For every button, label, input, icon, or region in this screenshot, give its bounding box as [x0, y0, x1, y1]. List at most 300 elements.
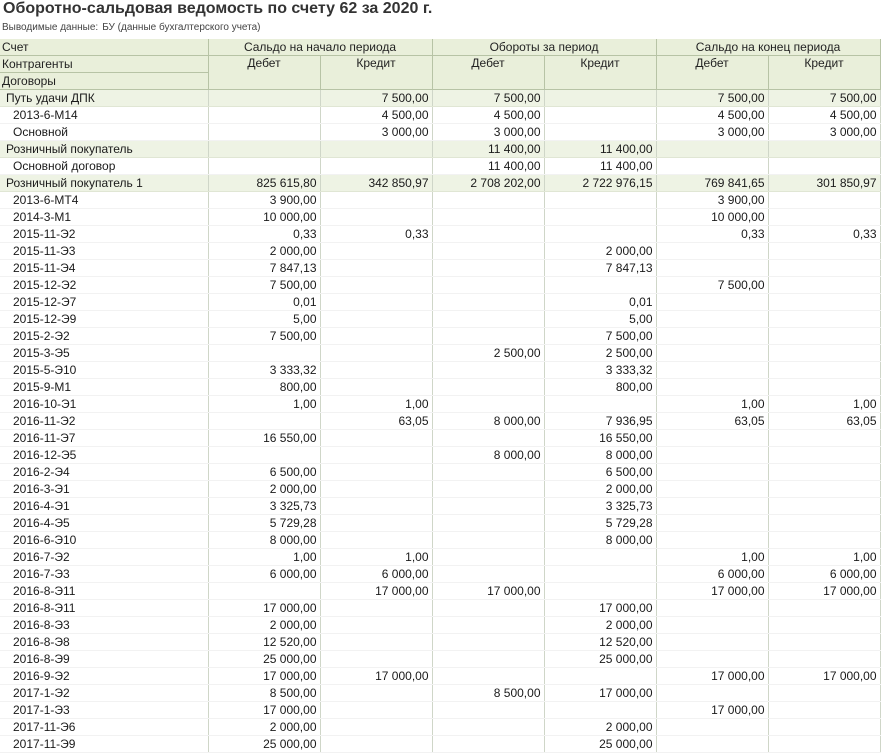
contract-name: 2013-6-МТ4: [0, 192, 208, 209]
cell-turnover-debit: 17 000,00: [432, 583, 544, 600]
contract-name: 2016-7-Э2: [0, 549, 208, 566]
contract-name: 2017-11-Э6: [0, 719, 208, 736]
cell-closing-credit: [768, 515, 880, 532]
cell-turnover-debit: [432, 549, 544, 566]
cell-closing-debit: [656, 260, 768, 277]
cell-opening-debit: [208, 107, 320, 124]
header-row-1: [0, 39, 880, 56]
cell-opening-debit: 3 333,32: [208, 362, 320, 379]
cell-turnover-credit: 12 520,00: [544, 634, 656, 651]
cell-closing-debit: [656, 362, 768, 379]
cell-turnover-credit: [544, 226, 656, 243]
cell-opening-debit: 800,00: [208, 379, 320, 396]
cell-closing-debit: [656, 158, 768, 175]
cell-opening-credit: [320, 277, 432, 294]
cell-opening-debit: [208, 345, 320, 362]
cell-turnover-debit: [432, 481, 544, 498]
cell-turnover-debit: [432, 430, 544, 447]
cell-turnover-debit: [432, 396, 544, 413]
contract-name: 2016-8-Э8: [0, 634, 208, 651]
counterparty-name: Розничный покупатель: [0, 141, 208, 158]
cell-turnover-debit: [432, 192, 544, 209]
cell-closing-debit: [656, 379, 768, 396]
contract-name: 2016-8-Э9: [0, 651, 208, 668]
cell-turnover-debit: [432, 260, 544, 277]
contract-name: 2016-4-Э1: [0, 498, 208, 515]
cell-turnover-debit: 11 400,00: [432, 158, 544, 175]
contract-name: 2016-11-Э2: [0, 413, 208, 430]
counterparty-row[interactable]: [0, 141, 880, 158]
cell-closing-credit: [768, 294, 880, 311]
cell-turnover-debit: [432, 277, 544, 294]
contract-row[interactable]: [0, 447, 880, 464]
cell-turnover-debit: [432, 600, 544, 617]
contract-name: 2016-10-Э1: [0, 396, 208, 413]
cell-opening-debit: 16 550,00: [208, 430, 320, 447]
cell-closing-credit: [768, 702, 880, 719]
cell-opening-debit: 10 000,00: [208, 209, 320, 226]
cell-opening-debit: 0,01: [208, 294, 320, 311]
table-body: [0, 90, 880, 753]
contract-name: 2017-1-Э3: [0, 702, 208, 719]
cell-opening-debit: 7 847,13: [208, 260, 320, 277]
cell-opening-credit: [320, 685, 432, 702]
cell-opening-credit: [320, 515, 432, 532]
cell-turnover-debit: 8 000,00: [432, 413, 544, 430]
cell-opening-credit: [320, 481, 432, 498]
contract-row[interactable]: [0, 226, 880, 243]
cell-opening-credit: [320, 243, 432, 260]
cell-closing-credit: [768, 634, 880, 651]
cell-closing-credit: [768, 379, 880, 396]
contract-name: 2017-1-Э2: [0, 685, 208, 702]
cell-closing-debit: 17 000,00: [656, 668, 768, 685]
cell-opening-debit: 8 000,00: [208, 532, 320, 549]
contract-name: 2015-11-Э2: [0, 226, 208, 243]
cell-closing-credit: 301 850,97: [768, 175, 880, 192]
cell-turnover-credit: 5,00: [544, 311, 656, 328]
contract-name: 2015-12-Э7: [0, 294, 208, 311]
cell-turnover-debit: [432, 209, 544, 226]
contract-row[interactable]: [0, 583, 880, 600]
cell-opening-credit: [320, 294, 432, 311]
cell-turnover-credit: [544, 583, 656, 600]
cell-opening-debit: [208, 90, 320, 107]
cell-closing-credit: [768, 481, 880, 498]
contract-name: 2017-11-Э9: [0, 736, 208, 753]
contract-row[interactable]: [0, 651, 880, 668]
header-turnover-credit[interactable]: Кредит: [544, 56, 656, 90]
cell-turnover-credit: [544, 668, 656, 685]
cell-turnover-debit: [432, 702, 544, 719]
cell-turnover-credit: [544, 566, 656, 583]
cell-closing-credit: [768, 192, 880, 209]
cell-opening-debit: 1,00: [208, 549, 320, 566]
output-data-value: БУ (данные бухгалтерского учета): [102, 22, 261, 33]
cell-closing-credit: 6 000,00: [768, 566, 880, 583]
contract-row[interactable]: [0, 430, 880, 447]
cell-closing-debit: 3 000,00: [656, 124, 768, 141]
cell-closing-credit: 3 000,00: [768, 124, 880, 141]
cell-opening-debit: 5,00: [208, 311, 320, 328]
report-title: Оборотно-сальдовая ведомость по счету 62 за 2020 г.: [3, 0, 433, 17]
counterparty-row[interactable]: [0, 175, 880, 192]
header-counterparties[interactable]: Контрагенты: [0, 56, 208, 73]
cell-turnover-credit: 7 847,13: [544, 260, 656, 277]
cell-turnover-debit: [432, 651, 544, 668]
cell-opening-debit: 0,33: [208, 226, 320, 243]
cell-opening-credit: 3 000,00: [320, 124, 432, 141]
cell-turnover-debit: 2 500,00: [432, 345, 544, 362]
contract-row[interactable]: [0, 158, 880, 175]
contract-row[interactable]: [0, 515, 880, 532]
contract-row[interactable]: [0, 379, 880, 396]
contract-name: 2016-8-Э11: [0, 583, 208, 600]
contract-name: 2015-5-Э10: [0, 362, 208, 379]
contract-name: 2013-6-М14: [0, 107, 208, 124]
cell-closing-debit: 17 000,00: [656, 583, 768, 600]
cell-closing-debit: 3 900,00: [656, 192, 768, 209]
cell-opening-credit: 7 500,00: [320, 90, 432, 107]
cell-turnover-debit: [432, 311, 544, 328]
cell-turnover-debit: [432, 294, 544, 311]
cell-opening-credit: [320, 634, 432, 651]
cell-turnover-debit: 4 500,00: [432, 107, 544, 124]
contract-row[interactable]: [0, 617, 880, 634]
cell-closing-debit: [656, 464, 768, 481]
cell-closing-credit: [768, 362, 880, 379]
cell-turnover-credit: 8 000,00: [544, 532, 656, 549]
cell-turnover-credit: 2 000,00: [544, 617, 656, 634]
cell-turnover-debit: [432, 617, 544, 634]
cell-closing-credit: 17 000,00: [768, 668, 880, 685]
cell-opening-credit: 63,05: [320, 413, 432, 430]
cell-closing-credit: 0,33: [768, 226, 880, 243]
cell-opening-credit: [320, 600, 432, 617]
contract-row[interactable]: [0, 668, 880, 685]
contract-row[interactable]: [0, 702, 880, 719]
cell-opening-credit: [320, 192, 432, 209]
contract-row[interactable]: [0, 600, 880, 617]
header-turnover-debit[interactable]: Дебет: [432, 56, 544, 90]
cell-turnover-credit: 7 936,95: [544, 413, 656, 430]
cell-turnover-credit: 11 400,00: [544, 158, 656, 175]
contract-name: 2015-2-Э2: [0, 328, 208, 345]
cell-opening-credit: [320, 141, 432, 158]
cell-opening-credit: [320, 345, 432, 362]
cell-turnover-debit: 11 400,00: [432, 141, 544, 158]
cell-closing-credit: 7 500,00: [768, 90, 880, 107]
cell-opening-debit: 6 000,00: [208, 566, 320, 583]
header-opening-balance[interactable]: Сальдо на начало периода: [208, 39, 432, 56]
cell-turnover-debit: [432, 498, 544, 515]
cell-turnover-credit: 25 000,00: [544, 651, 656, 668]
cell-opening-debit: [208, 447, 320, 464]
cell-turnover-credit: 11 400,00: [544, 141, 656, 158]
counterparty-name: Розничный покупатель 1: [0, 175, 208, 192]
contract-row[interactable]: [0, 107, 880, 124]
cell-turnover-credit: 2 000,00: [544, 481, 656, 498]
cell-opening-credit: 4 500,00: [320, 107, 432, 124]
cell-opening-credit: [320, 736, 432, 753]
cell-closing-debit: 1,00: [656, 396, 768, 413]
cell-opening-credit: [320, 379, 432, 396]
cell-opening-credit: [320, 158, 432, 175]
header-opening-debit[interactable]: Дебет: [208, 56, 320, 90]
cell-opening-credit: [320, 209, 432, 226]
cell-opening-credit: 1,00: [320, 549, 432, 566]
contract-row[interactable]: [0, 719, 880, 736]
contract-name: 2016-4-Э5: [0, 515, 208, 532]
cell-opening-credit: [320, 719, 432, 736]
report-subtitle: [2, 22, 261, 38]
cell-opening-credit: 342 850,97: [320, 175, 432, 192]
cell-closing-credit: [768, 685, 880, 702]
cell-opening-debit: 5 729,28: [208, 515, 320, 532]
header-contracts[interactable]: Договоры: [0, 73, 208, 90]
header-turnover[interactable]: Обороты за период: [432, 39, 656, 56]
cell-opening-debit: 1,00: [208, 396, 320, 413]
cell-turnover-debit: [432, 328, 544, 345]
cell-turnover-debit: [432, 566, 544, 583]
contract-row[interactable]: [0, 481, 880, 498]
contract-name: 2015-3-Э5: [0, 345, 208, 362]
cell-turnover-debit: [432, 719, 544, 736]
cell-turnover-debit: [432, 243, 544, 260]
cell-opening-debit: [208, 413, 320, 430]
cell-closing-debit: 769 841,65: [656, 175, 768, 192]
cell-opening-debit: 7 500,00: [208, 277, 320, 294]
cell-opening-credit: [320, 430, 432, 447]
cell-closing-debit: [656, 345, 768, 362]
contract-row[interactable]: [0, 464, 880, 481]
contract-row[interactable]: [0, 243, 880, 260]
cell-closing-credit: [768, 464, 880, 481]
contract-row[interactable]: [0, 124, 880, 141]
header-closing-debit[interactable]: Дебет: [656, 56, 768, 90]
contract-row[interactable]: [0, 192, 880, 209]
cell-turnover-debit: 2 708 202,00: [432, 175, 544, 192]
contract-name: 2016-9-Э2: [0, 668, 208, 685]
contract-name: 2015-12-Э2: [0, 277, 208, 294]
header-closing-balance[interactable]: Сальдо на конец периода: [656, 39, 880, 56]
cell-turnover-debit: [432, 464, 544, 481]
cell-closing-debit: [656, 634, 768, 651]
cell-closing-credit: [768, 498, 880, 515]
cell-turnover-credit: 2 000,00: [544, 719, 656, 736]
cell-turnover-credit: [544, 107, 656, 124]
cell-closing-debit: [656, 515, 768, 532]
cell-closing-debit: 63,05: [656, 413, 768, 430]
cell-opening-credit: 17 000,00: [320, 583, 432, 600]
cell-turnover-credit: [544, 124, 656, 141]
contract-row[interactable]: [0, 736, 880, 753]
cell-opening-debit: 12 520,00: [208, 634, 320, 651]
contract-name: 2015-9-М1: [0, 379, 208, 396]
cell-turnover-debit: [432, 226, 544, 243]
output-data-label: Выводимые данные:: [2, 22, 99, 33]
contract-name: 2016-8-Э11: [0, 600, 208, 617]
cell-closing-credit: [768, 328, 880, 345]
cell-opening-debit: 25 000,00: [208, 736, 320, 753]
cell-closing-debit: 7 500,00: [656, 90, 768, 107]
cell-turnover-debit: [432, 362, 544, 379]
cell-turnover-credit: [544, 90, 656, 107]
contract-name: 2016-11-Э7: [0, 430, 208, 447]
cell-opening-debit: 2 000,00: [208, 617, 320, 634]
contract-row[interactable]: [0, 362, 880, 379]
cell-closing-credit: 4 500,00: [768, 107, 880, 124]
cell-closing-debit: 10 000,00: [656, 209, 768, 226]
cell-opening-debit: 6 500,00: [208, 464, 320, 481]
cell-opening-debit: 2 000,00: [208, 719, 320, 736]
cell-opening-debit: 2 000,00: [208, 243, 320, 260]
cell-closing-debit: [656, 651, 768, 668]
contract-row[interactable]: [0, 345, 880, 362]
cell-closing-debit: [656, 600, 768, 617]
counterparty-name: Путь удачи ДПК: [0, 90, 208, 107]
contract-row[interactable]: [0, 209, 880, 226]
cell-closing-debit: 6 000,00: [656, 566, 768, 583]
cell-closing-credit: [768, 600, 880, 617]
cell-turnover-debit: 3 000,00: [432, 124, 544, 141]
cell-closing-debit: [656, 141, 768, 158]
cell-turnover-credit: 5 729,28: [544, 515, 656, 532]
contract-name: Основной: [0, 124, 208, 141]
cell-turnover-credit: 25 000,00: [544, 736, 656, 753]
cell-turnover-debit: [432, 634, 544, 651]
cell-opening-credit: [320, 328, 432, 345]
cell-opening-credit: 1,00: [320, 396, 432, 413]
cell-opening-debit: [208, 583, 320, 600]
cell-opening-credit: [320, 260, 432, 277]
contract-row[interactable]: [0, 549, 880, 566]
cell-opening-debit: 17 000,00: [208, 702, 320, 719]
cell-closing-debit: [656, 447, 768, 464]
cell-opening-debit: 7 500,00: [208, 328, 320, 345]
cell-turnover-debit: 7 500,00: [432, 90, 544, 107]
contract-name: 2014-3-М1: [0, 209, 208, 226]
cell-turnover-debit: 8 000,00: [432, 447, 544, 464]
cell-opening-debit: 3 325,73: [208, 498, 320, 515]
contract-name: 2016-2-Э4: [0, 464, 208, 481]
contract-name: 2015-11-Э4: [0, 260, 208, 277]
cell-opening-debit: 2 000,00: [208, 481, 320, 498]
contract-row[interactable]: [0, 634, 880, 651]
cell-turnover-credit: 800,00: [544, 379, 656, 396]
counterparty-row[interactable]: [0, 90, 880, 107]
contract-row[interactable]: [0, 396, 880, 413]
cell-closing-debit: 0,33: [656, 226, 768, 243]
contract-row[interactable]: [0, 498, 880, 515]
cell-turnover-credit: 2 722 976,15: [544, 175, 656, 192]
cell-closing-credit: [768, 209, 880, 226]
cell-turnover-credit: 17 000,00: [544, 600, 656, 617]
cell-closing-debit: 1,00: [656, 549, 768, 566]
cell-turnover-credit: [544, 396, 656, 413]
cell-turnover-credit: 7 500,00: [544, 328, 656, 345]
cell-closing-credit: [768, 651, 880, 668]
cell-opening-debit: 825 615,80: [208, 175, 320, 192]
contract-row[interactable]: [0, 685, 880, 702]
contract-name: 2016-3-Э1: [0, 481, 208, 498]
header-account[interactable]: Счет: [0, 39, 208, 56]
contract-name: 2016-12-Э5: [0, 447, 208, 464]
header-opening-credit[interactable]: Кредит: [320, 56, 432, 90]
cell-opening-credit: [320, 702, 432, 719]
cell-closing-credit: 17 000,00: [768, 583, 880, 600]
cell-opening-credit: 17 000,00: [320, 668, 432, 685]
cell-opening-credit: [320, 617, 432, 634]
cell-closing-debit: [656, 311, 768, 328]
cell-opening-debit: 3 900,00: [208, 192, 320, 209]
cell-turnover-debit: [432, 668, 544, 685]
cell-opening-debit: [208, 158, 320, 175]
cell-turnover-credit: 0,01: [544, 294, 656, 311]
cell-closing-credit: [768, 141, 880, 158]
cell-turnover-credit: [544, 702, 656, 719]
contract-row[interactable]: [0, 328, 880, 345]
contract-row[interactable]: [0, 532, 880, 549]
cell-opening-credit: [320, 498, 432, 515]
cell-opening-credit: [320, 311, 432, 328]
cell-closing-debit: [656, 532, 768, 549]
cell-closing-credit: [768, 447, 880, 464]
cell-closing-credit: 63,05: [768, 413, 880, 430]
cell-turnover-credit: 8 000,00: [544, 447, 656, 464]
cell-closing-credit: [768, 430, 880, 447]
header-row-2: [0, 56, 880, 73]
cell-closing-credit: [768, 311, 880, 328]
cell-opening-debit: 17 000,00: [208, 668, 320, 685]
cell-turnover-credit: 3 333,32: [544, 362, 656, 379]
cell-turnover-debit: [432, 736, 544, 753]
contract-row[interactable]: [0, 260, 880, 277]
cell-turnover-credit: [544, 192, 656, 209]
contract-row[interactable]: [0, 277, 880, 294]
contract-row[interactable]: [0, 311, 880, 328]
cell-closing-debit: [656, 430, 768, 447]
cell-closing-credit: [768, 719, 880, 736]
cell-turnover-credit: [544, 277, 656, 294]
cell-turnover-debit: 8 500,00: [432, 685, 544, 702]
contract-name: 2016-6-Э10: [0, 532, 208, 549]
cell-closing-debit: 17 000,00: [656, 702, 768, 719]
contract-name: 2015-12-Э9: [0, 311, 208, 328]
cell-turnover-credit: 3 325,73: [544, 498, 656, 515]
cell-opening-credit: 0,33: [320, 226, 432, 243]
contract-name: 2015-11-Э3: [0, 243, 208, 260]
cell-opening-debit: [208, 141, 320, 158]
cell-turnover-credit: 2 500,00: [544, 345, 656, 362]
cell-closing-debit: [656, 685, 768, 702]
contract-row[interactable]: [0, 294, 880, 311]
cell-closing-credit: [768, 277, 880, 294]
cell-turnover-credit: 2 000,00: [544, 243, 656, 260]
cell-closing-credit: 1,00: [768, 396, 880, 413]
contract-row[interactable]: [0, 413, 880, 430]
cell-opening-debit: 25 000,00: [208, 651, 320, 668]
cell-closing-credit: [768, 345, 880, 362]
cell-closing-debit: [656, 294, 768, 311]
cell-closing-debit: [656, 328, 768, 345]
cell-opening-debit: 17 000,00: [208, 600, 320, 617]
cell-closing-credit: [768, 260, 880, 277]
cell-turnover-credit: 6 500,00: [544, 464, 656, 481]
contract-row[interactable]: [0, 566, 880, 583]
header-closing-credit[interactable]: Кредит: [768, 56, 880, 90]
cell-turnover-debit: [432, 379, 544, 396]
